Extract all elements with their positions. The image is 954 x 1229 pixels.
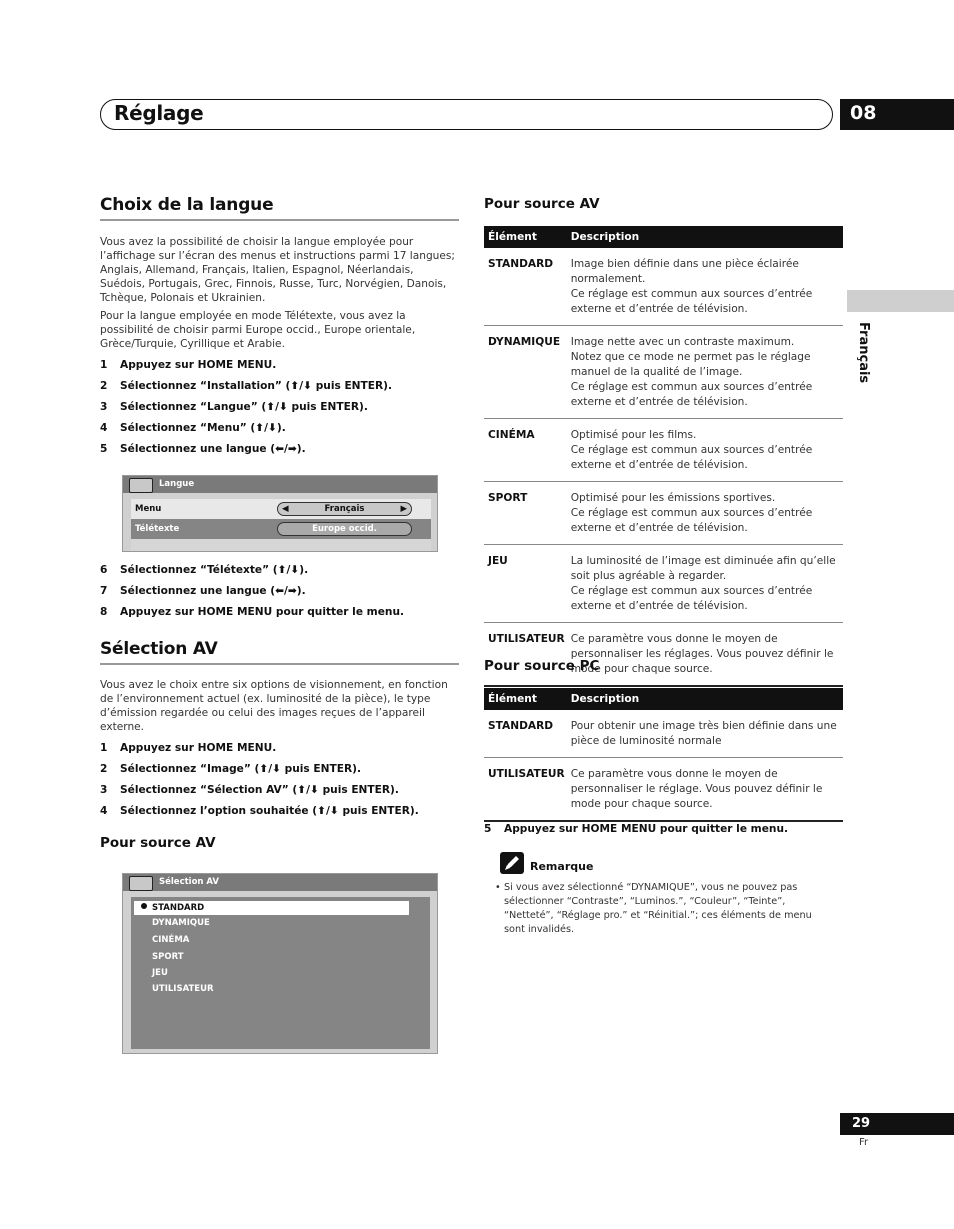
note-text: • Si vous avez sélectionné “DYNAMIQUE”, vous ne pouvez pas sélectionner “Contraste”, “Luminos.”, “Couleur”, “Teinte”, “Netteté”, “Réglage pro.” et “Réinitial.”; ces éléments de menu sont invalidés. (495, 882, 812, 935)
osd-teletext-value[interactable]: Europe occid. (277, 522, 412, 536)
row-desc: Optimisé pour les émissions sportives. Ce réglage est commun aux sources d’entrée externe et d’entrée de télévision. (567, 482, 843, 545)
picture-icon (129, 876, 153, 891)
osd-list-item[interactable]: SPORT (152, 952, 184, 962)
osd-list-item[interactable]: UTILISATEUR (152, 984, 214, 994)
section-rule (100, 663, 459, 665)
row-item: JEU (484, 545, 567, 623)
table-row (484, 419, 843, 482)
row-item: DYNAMIQUE (484, 326, 567, 419)
row-item: SPORT (484, 482, 567, 545)
section-rule (100, 219, 459, 221)
row-desc: Optimisé pour les films. Ce réglage est commun aux sources d’entrée externe et d’entrée de télévision. (567, 419, 843, 482)
row-desc: Pour obtenir une image très bien définie dans une pièce de luminosité normale (567, 710, 843, 758)
langue-steps-a (100, 359, 392, 464)
side-tab-label: Français (856, 322, 871, 384)
table-header-row (484, 688, 843, 710)
step-item: 3 Sélectionnez “Langue” (⬆/⬇ puis ENTER). (100, 401, 368, 413)
osd-list-item[interactable]: CINÉMA (152, 935, 190, 945)
note-title: Remarque (530, 860, 594, 873)
langue-teletext-note: Pour la langue employée en mode Télétexte, vous avez la possibilité de choisir parmi Europe occid., Europe orientale, Grèce/Turquie, Cyrillique et Arabie. (100, 310, 416, 350)
step-item: 1 Appuyez sur HOME MENU. (100, 359, 277, 371)
pc-table (484, 688, 843, 822)
row-item: UTILISATEUR (484, 758, 567, 822)
arrow-left-icon: ◀ (282, 504, 289, 514)
table-row (484, 545, 843, 623)
osd-list-item[interactable]: JEU (152, 968, 168, 978)
av-table (484, 226, 843, 687)
row-desc: La luminosité de l’image est diminuée afin qu’elle soit plus agréable à regarder. Ce réglage est commun aux sources d’entrée externe et d’entrée de télévision. (567, 545, 843, 623)
step-item: 4 Sélectionnez “Menu” (⬆/⬇). (100, 422, 286, 434)
step-item: 7 Sélectionnez une langue (⬅/➡). (100, 585, 306, 597)
osd-title-bar: Sélection AV (123, 874, 437, 891)
langue-steps-b (100, 564, 404, 627)
side-tab-marker (847, 290, 954, 312)
langue-intro: Vous avez la possibilité de choisir la langue employée pour l’affichage sur l’écran des menus et instructions parmi 17 langues; Anglais, Allemand, Français, Italien, Espagnol, Néerlandais, Suédois, Portugais, Grec, Finnois, Russe, Turc, Norvégien, Danois, Tchèque, Polonais et Ukrainien. (100, 236, 456, 304)
header-frame (100, 99, 833, 130)
osd-title-bar: Langue (123, 476, 437, 493)
osd-list-item[interactable]: DYNAMIQUE (152, 918, 210, 928)
page-number: 29 (840, 1113, 954, 1135)
osd-teletext-label: Télétexte (135, 524, 180, 534)
row-desc: Ce paramètre vous donne le moyen de personnaliser le réglage. Vous pouvez définir le mode pour chaque source. (567, 758, 843, 822)
subsection-title-av-table: Pour source AV (484, 196, 600, 212)
section-title-langue: Choix de la langue (100, 195, 274, 215)
col-header-element: Élément (484, 226, 567, 248)
final-step (484, 823, 788, 844)
page-title: Réglage (114, 101, 204, 125)
arrow-right-icon: ▶ (400, 504, 407, 514)
osd-menu-value[interactable]: ◀ Français ▶ (277, 502, 412, 516)
table-row (484, 758, 843, 822)
table-row (484, 710, 843, 758)
table-row (484, 623, 843, 687)
step-item: 2 Sélectionnez “Installation” (⬆/⬇ puis ENTER). (100, 380, 393, 392)
step-item: 5 Appuyez sur HOME MENU pour quitter le menu. (484, 823, 789, 835)
osd-menu-label: Menu (135, 504, 162, 514)
selection-av-osd-screen (122, 873, 438, 1054)
osd-list-item[interactable]: STANDARD (152, 903, 205, 913)
osd-panel (131, 499, 431, 551)
row-item: STANDARD (484, 710, 567, 758)
subsection-title-pc-table: Pour source PC (484, 658, 600, 674)
step-item: 3 Sélectionnez “Sélection AV” (⬆/⬇ puis ENTER). (100, 784, 399, 796)
step-item: 5 Sélectionnez une langue (⬅/➡). (100, 443, 306, 455)
step-item: 8 Appuyez sur HOME MENU pour quitter le menu. (100, 606, 405, 618)
selected-dot-icon (141, 903, 147, 909)
step-item: 4 Sélectionnez l’option souhaitée (⬆/⬇ puis ENTER). (100, 805, 419, 817)
step-item: 2 Sélectionnez “Image” (⬆/⬇ puis ENTER). (100, 763, 362, 775)
row-item: CINÉMA (484, 419, 567, 482)
selection-av-intro: Vous avez le choix entre six options de visionnement, en fonction de l’environnement actuel (ex. luminosité de la pièce), le type d’émission regardée ou celui des images reçues de l’appareil externe. (100, 679, 448, 733)
step-item: 1 Appuyez sur HOME MENU. (100, 742, 277, 754)
page-language: Fr (859, 1137, 869, 1148)
row-desc: Image nette avec un contraste maximum. Notez que ce mode ne permet pas le réglage manuel de la qualité de l’image. Ce réglage est commun aux sources d’entrée externe et d’entrée de télévision. (567, 326, 843, 419)
col-header-description: Description (567, 226, 843, 248)
osd-panel (131, 897, 430, 1049)
col-header-description: Description (567, 688, 843, 710)
row-item: STANDARD (484, 248, 567, 326)
table-header-row (484, 226, 843, 248)
subsection-title-av: Pour source AV (100, 835, 216, 851)
row-item: UTILISATEUR (484, 623, 567, 687)
section-title-selection-av: Sélection AV (100, 639, 218, 659)
selection-av-steps (100, 742, 419, 826)
setup-icon (129, 478, 153, 493)
table-row (484, 248, 843, 326)
note-pencil-icon (500, 852, 524, 874)
table-row (484, 326, 843, 419)
table-row (484, 482, 843, 545)
step-item: 6 Sélectionnez “Télétexte” (⬆/⬇). (100, 564, 309, 576)
chapter-number: 08 (840, 99, 954, 130)
col-header-element: Élément (484, 688, 567, 710)
row-desc: Image bien définie dans une pièce éclairée normalement. Ce réglage est commun aux sources d’entrée externe et d’entrée de télévision. (567, 248, 843, 326)
row-desc: Ce paramètre vous donne le moyen de personnaliser les réglages. Vous pouvez définir le mode pour chaque source. (567, 623, 843, 687)
langue-osd-screen (122, 475, 438, 552)
bullet: • (495, 882, 501, 893)
